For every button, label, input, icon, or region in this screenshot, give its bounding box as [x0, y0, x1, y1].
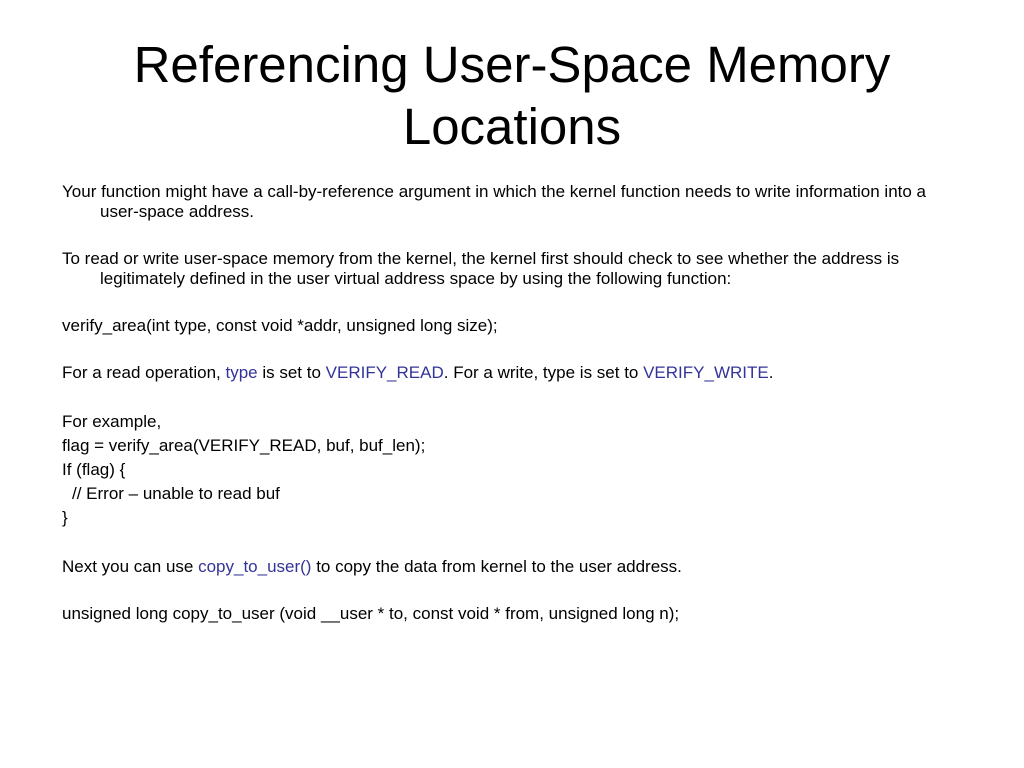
code-line: If (flag) { — [62, 460, 126, 479]
text-segment: to copy the data from kernel to the user address. — [311, 557, 682, 576]
title-line-1: Referencing User-Space Memory — [133, 36, 891, 93]
keyword-verify-write: VERIFY_WRITE — [643, 363, 769, 382]
paragraph-check-address: To read or write user-space memory from the kernel, the kernel first should check to see whether the address is legitimately defined in the user virtual address space by using the following function: — [62, 249, 900, 288]
code-example — [62, 410, 962, 530]
slide-title — [40, 34, 984, 158]
spacer — [62, 383, 962, 410]
text-segment: Next you can use — [62, 557, 199, 576]
copy-to-user-signature: unsigned long copy_to_user (void __user * to, const void * from, unsigned long n); — [62, 604, 680, 623]
code-comment: // Error – unable to read buf — [72, 484, 280, 503]
text-segment: . — [768, 363, 774, 382]
spacer — [62, 336, 962, 363]
text-segment: . For a write, type is set to — [443, 363, 644, 382]
code-line: } — [62, 508, 68, 527]
paragraph-verify-types — [62, 363, 962, 383]
paragraph-copy-to-user — [62, 557, 962, 577]
spacer — [62, 289, 962, 316]
title-line-2: Locations — [402, 98, 622, 155]
paragraph-call-by-reference: Your function might have a call-by-reference argument in which the kernel function needs to write information into a user-space address. — [62, 182, 927, 221]
keyword-verify-read: VERIFY_READ — [325, 363, 444, 382]
spacer — [62, 530, 962, 557]
spacer — [62, 222, 962, 249]
verify-area-signature: verify_area(int type, const void *addr, unsigned long size); — [62, 316, 498, 335]
slide-body — [62, 182, 962, 624]
keyword-copy-to-user: copy_to_user() — [198, 557, 312, 576]
text-segment: For a read operation, — [62, 363, 226, 382]
text-segment: is set to — [257, 363, 326, 382]
example-intro: For example, — [62, 412, 162, 431]
keyword-type: type — [225, 363, 258, 382]
spacer — [62, 577, 962, 604]
code-line: flag = verify_area(VERIFY_READ, buf, buf_len); — [62, 436, 426, 455]
